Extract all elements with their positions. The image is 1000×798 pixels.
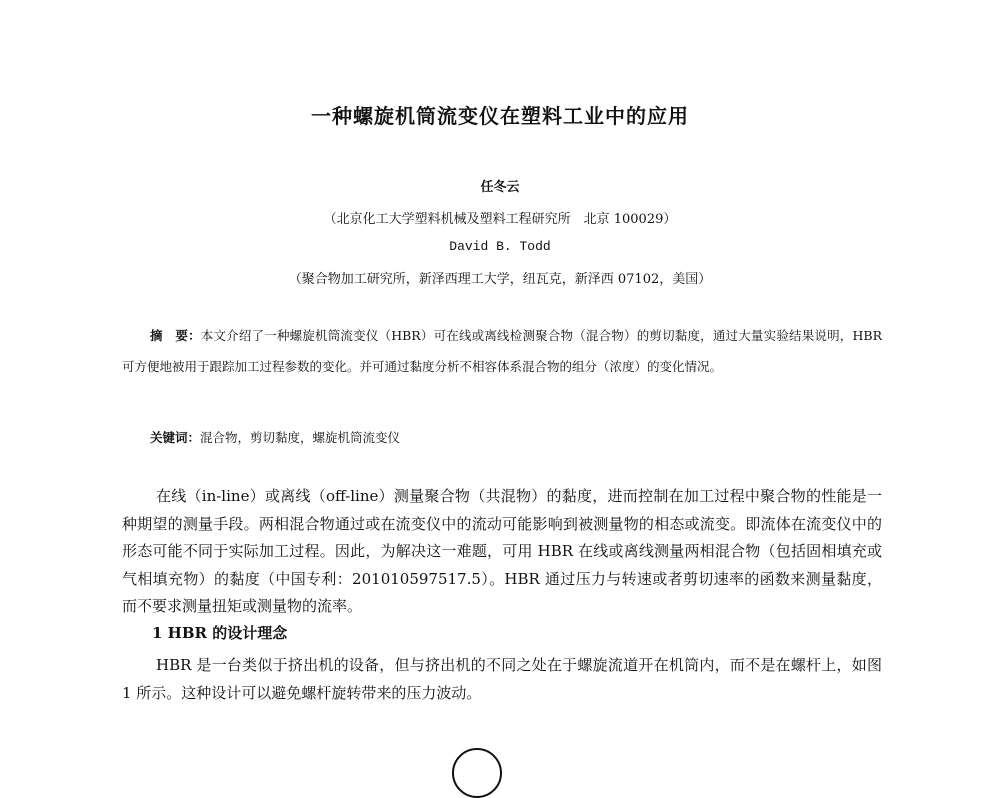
affiliation-1: （北京化工大学塑料机械及塑料工程研究所 北京 100029）: [323, 212, 677, 227]
abstract-text: 本文介绍了一种螺旋机筒流变仪（HBR）可在线或离线检测聚合物（混合物）的剪切黏度，通过大量实验结果说明，HBR 可方便地被用于跟踪加工过程参数的变化。并可通过黏度分析不相容体系混合物的组分（浓度）的变化情况。: [122, 328, 882, 374]
paper-title: 一种螺旋机筒流变仪在塑料工业中的应用: [311, 104, 689, 128]
author-1: 任冬云: [480, 180, 520, 195]
body-paragraph-2: HBR 是一台类似于挤出机的设备，但与挤出机的不同之处在于螺旋流道开在机筒内，而不是在螺杆上，如图 1 所示。这种设计可以避免螺杆旋转带来的压力波动。: [122, 656, 882, 702]
author-2: David B. Todd: [449, 239, 551, 254]
body-paragraph-1: 在线（in-line）或离线（off-line）测量聚合物（共混物）的黏度，进而控制在加工过程中聚合物的性能是一种期望的测量手段。两相混合物通过或在流变仪中的流动可能影响到被测量物的相态或流变。即流体在流变仪中的形态可能不同于实际加工过程。因此，为解决这一难题，可用 HBR 在线或离线测量两相混合物（包括固相填充或气相填充物）的黏度（中国专利：201010597517.5）。HBR 通过压力与转速或者剪切速率的函数来测量黏度，而不要求测量扭矩或测量物的流率。: [122, 487, 882, 615]
keywords-text: 混合物，剪切黏度，螺旋机筒流变仪: [200, 430, 401, 445]
keywords-label: 关键词：: [150, 430, 201, 445]
page-seal-mark: [452, 748, 502, 798]
affiliation-2: （聚合物加工研究所，新泽西理工大学，纽瓦克，新泽西 07102，美国）: [288, 272, 712, 287]
abstract: [122, 320, 882, 382]
section-heading-1: 1 HBR 的设计理念: [152, 624, 288, 642]
abstract-label: 摘 要：: [150, 328, 201, 343]
keywords: [150, 428, 400, 446]
